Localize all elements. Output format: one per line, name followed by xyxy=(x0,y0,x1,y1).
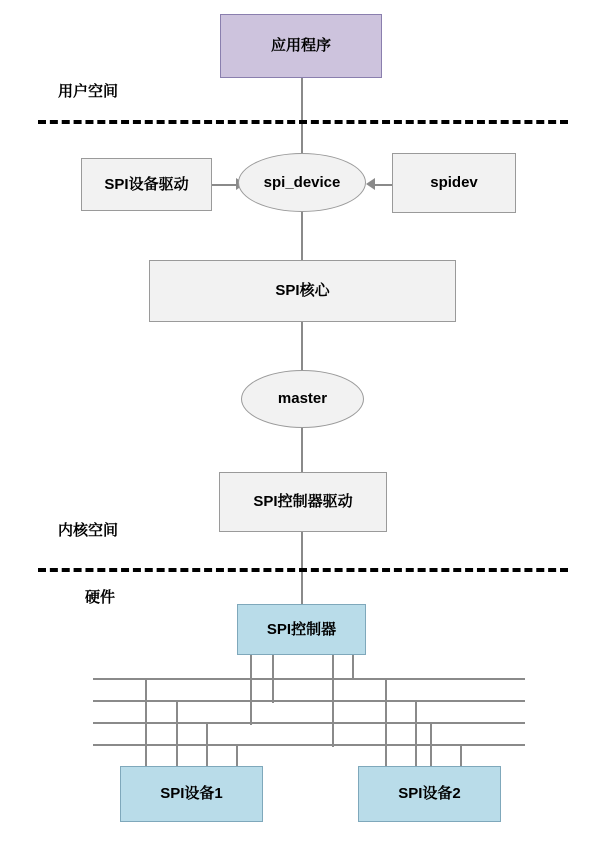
bus-drop-controller-1 xyxy=(250,655,252,725)
arrowhead-spidev xyxy=(366,178,375,190)
bus-line-2 xyxy=(93,700,525,702)
bus-drop-dev2-c xyxy=(430,722,432,768)
bus-line-3 xyxy=(93,722,525,724)
bus-drop-controller-2 xyxy=(272,655,274,703)
node-spi-controller-driver[interactable]: SPI控制器驱动 xyxy=(219,472,387,532)
node-spi-controller[interactable]: SPI控制器 xyxy=(237,604,366,655)
divider-user-kernel xyxy=(38,120,568,124)
node-spi-device[interactable]: spi_device xyxy=(238,153,366,212)
zone-label-user-space: 用户空间 xyxy=(58,83,119,100)
node-spi-device-1[interactable]: SPI设备1 xyxy=(120,766,263,822)
bus-line-1 xyxy=(93,678,525,680)
node-spi-device-2[interactable]: SPI设备2 xyxy=(358,766,501,822)
divider-kernel-hardware xyxy=(38,568,568,572)
connector-master-to-controller-driver xyxy=(301,428,303,472)
node-spi-core[interactable]: SPI核心 xyxy=(149,260,456,322)
bus-drop-controller-4 xyxy=(352,655,354,680)
node-application[interactable]: 应用程序 xyxy=(220,14,382,78)
node-master[interactable]: master xyxy=(241,370,364,428)
bus-drop-dev1-a xyxy=(145,678,147,768)
connector-spi-device-to-core xyxy=(301,212,303,260)
zone-label-kernel-space: 内核空间 xyxy=(58,522,119,539)
connector-spidev-to-spi-device xyxy=(372,184,392,186)
bus-drop-dev2-a xyxy=(385,678,387,768)
connector-device-driver-to-spi-device xyxy=(212,184,238,186)
node-spi-device-driver[interactable]: SPI设备驱动 xyxy=(81,158,212,211)
bus-drop-dev2-d xyxy=(460,744,462,768)
bus-drop-dev1-d xyxy=(236,744,238,768)
node-spidev[interactable]: spidev xyxy=(392,153,516,213)
bus-drop-dev1-b xyxy=(176,700,178,768)
bus-drop-dev1-c xyxy=(206,722,208,768)
bus-drop-dev2-b xyxy=(415,700,417,768)
bus-drop-controller-3 xyxy=(332,655,334,747)
connector-app-to-spi-device xyxy=(301,78,303,158)
zone-label-hardware: 硬件 xyxy=(85,589,116,606)
connector-core-to-master xyxy=(301,322,303,370)
